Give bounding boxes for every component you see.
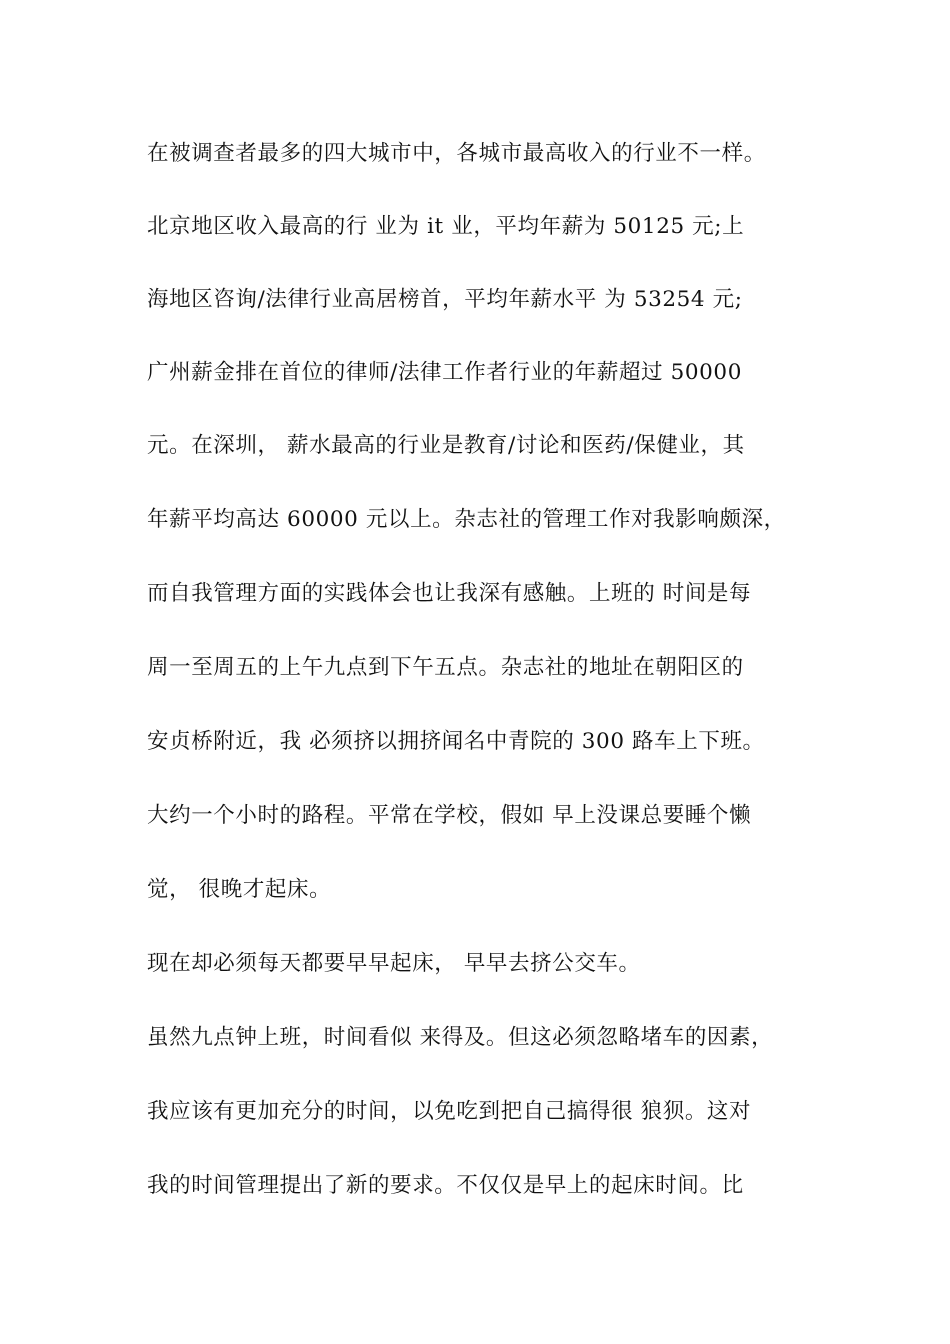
paragraph-line-8: 周一至周五的上午九点到下午五点。杂志社的地址在朝阳区的: [147, 655, 744, 680]
paragraph-line-7: 而自我管理方面的实践体会也让我深有感触。上班的 时间是每: [147, 581, 752, 606]
paragraph-line-5: 元。在深圳， 薪水最高的行业是教育/讨论和医药/保健业，其: [147, 433, 745, 458]
paragraph-line-13: 虽然九点钟上班，时间看似 来得及。但这必须忽略堵车的因素，: [147, 1025, 774, 1050]
paragraph-line-6: 年薪平均高达 60000 元以上。杂志社的管理工作对我影响颇深，: [147, 507, 786, 532]
paragraph-line-14: 我应该有更加充分的时间，以免吃到把自己搞得很 狼狈。这对: [147, 1099, 752, 1124]
paragraph-line-1: 在被调查者最多的四大城市中，各城市最高收入的行业不一样。: [147, 141, 766, 166]
paragraph-line-15: 我的时间管理提出了新的要求。不仅仅是早上的起床时间。比: [147, 1173, 744, 1198]
paragraph-line-10: 大约一个小时的路程。平常在学校，假如 早上没课总要睡个懒: [147, 803, 752, 828]
paragraph-line-2: 北京地区收入最高的行 业为 it 业，平均年薪为 50125 元;上: [147, 214, 745, 239]
paragraph-line-3: 海地区咨询/法律行业高居榜首，平均年薪水平 为 53254 元;: [147, 287, 743, 312]
paragraph-line-4: 广州薪金排在首位的律师/法律工作者行业的年薪超过 50000: [147, 360, 742, 385]
paragraph-line-11: 觉， 很晚才起床。: [147, 877, 332, 902]
paragraph-line-12: 现在却必须每天都要早早起床， 早早去挤公交车。: [147, 951, 641, 976]
paragraph-line-9: 安贞桥附近，我 必须挤以拥挤闻名中青院的 300 路车上下班。: [147, 729, 765, 754]
